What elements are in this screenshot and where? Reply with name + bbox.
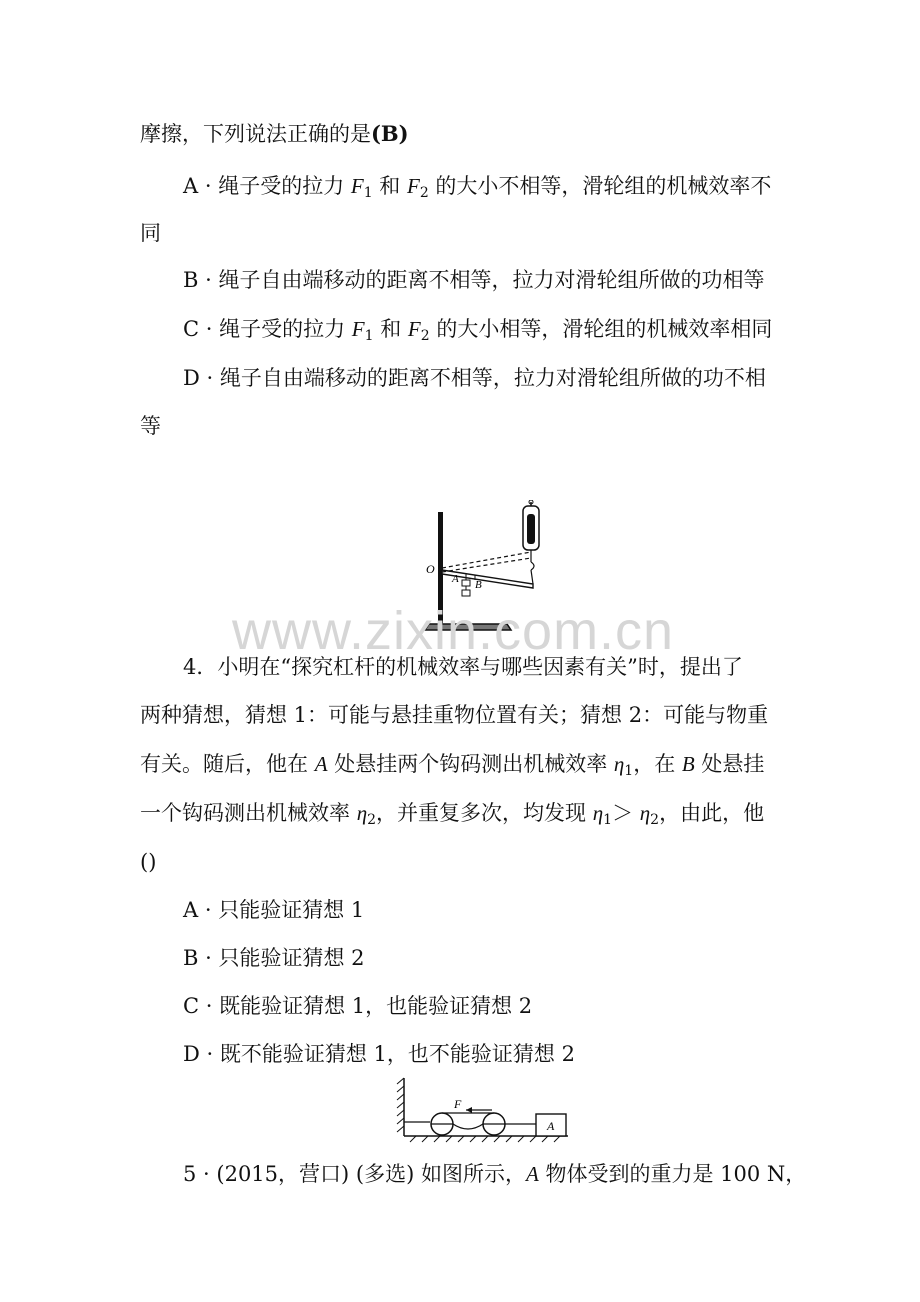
q3-option-a-wrap: 同 — [140, 221, 161, 245]
watermark: www.zixin.com.cn — [232, 601, 675, 661]
q3-option-b: B · 绳子自由端移动的距离不相等，拉力对滑轮组所做的功相等 — [183, 268, 765, 292]
q4-option-b: B · 只能验证猜想 2 — [183, 946, 365, 970]
answer-mark: (B) — [371, 121, 409, 146]
q3-option-d-wrap: 等 — [140, 414, 161, 438]
q4-line-1: 4．小明在“探究杠杆的机械效率与哪些因素有关”时，提出了 — [183, 655, 743, 679]
q4-option-a: A · 只能验证猜想 1 — [183, 898, 365, 922]
q3-option-c: C · 绳子受的拉力 $F_1$ 和 $F_2$ 的大小相等，滑轮组的机械效率相同 — [183, 317, 773, 344]
q4-line-3: 有关。随后，他在 A 处悬挂两个钩码测出机械效率 $\eta_1$，在 B 处悬挂 — [140, 752, 765, 779]
label-b: B — [475, 579, 482, 591]
pulley-figure — [396, 1076, 576, 1148]
q3-stem-continuation: 摩擦，下列说法正确的是(B) — [140, 121, 409, 146]
q4-line-2: 两种猜想，猜想 1：可能与悬挂重物位置有关；猜想 2：可能与物重 — [140, 703, 769, 727]
q4-option-d: D · 既不能验证猜想 1，也不能验证猜想 2 — [183, 1042, 575, 1066]
label-a: A — [452, 573, 459, 585]
q3-option-a: A · 绳子受的拉力 $F_1$ 和 $F_2$ 的大小不相等，滑轮组的机械效率不 — [183, 174, 772, 201]
label-o: O — [426, 562, 435, 576]
q4-answer-blank: () — [140, 850, 157, 874]
q5-line-1: 5 · (2015，营口) (多选) 如图所示，A 物体受到的重力是 100 N， — [183, 1162, 807, 1186]
q3-option-d: D · 绳子自由端移动的距离不相等，拉力对滑轮组所做的功不相 — [183, 366, 766, 390]
label-block-a: A — [547, 1119, 555, 1133]
label-f: F — [454, 1097, 462, 1111]
q4-line-4: 一个钩码测出机械效率 $\eta_2$，并重复多次，均发现 $\eta_1> \eta_2$，由此，他 — [140, 801, 765, 828]
q4-option-c: C · 既能验证猜想 1，也能验证猜想 2 — [183, 994, 533, 1018]
